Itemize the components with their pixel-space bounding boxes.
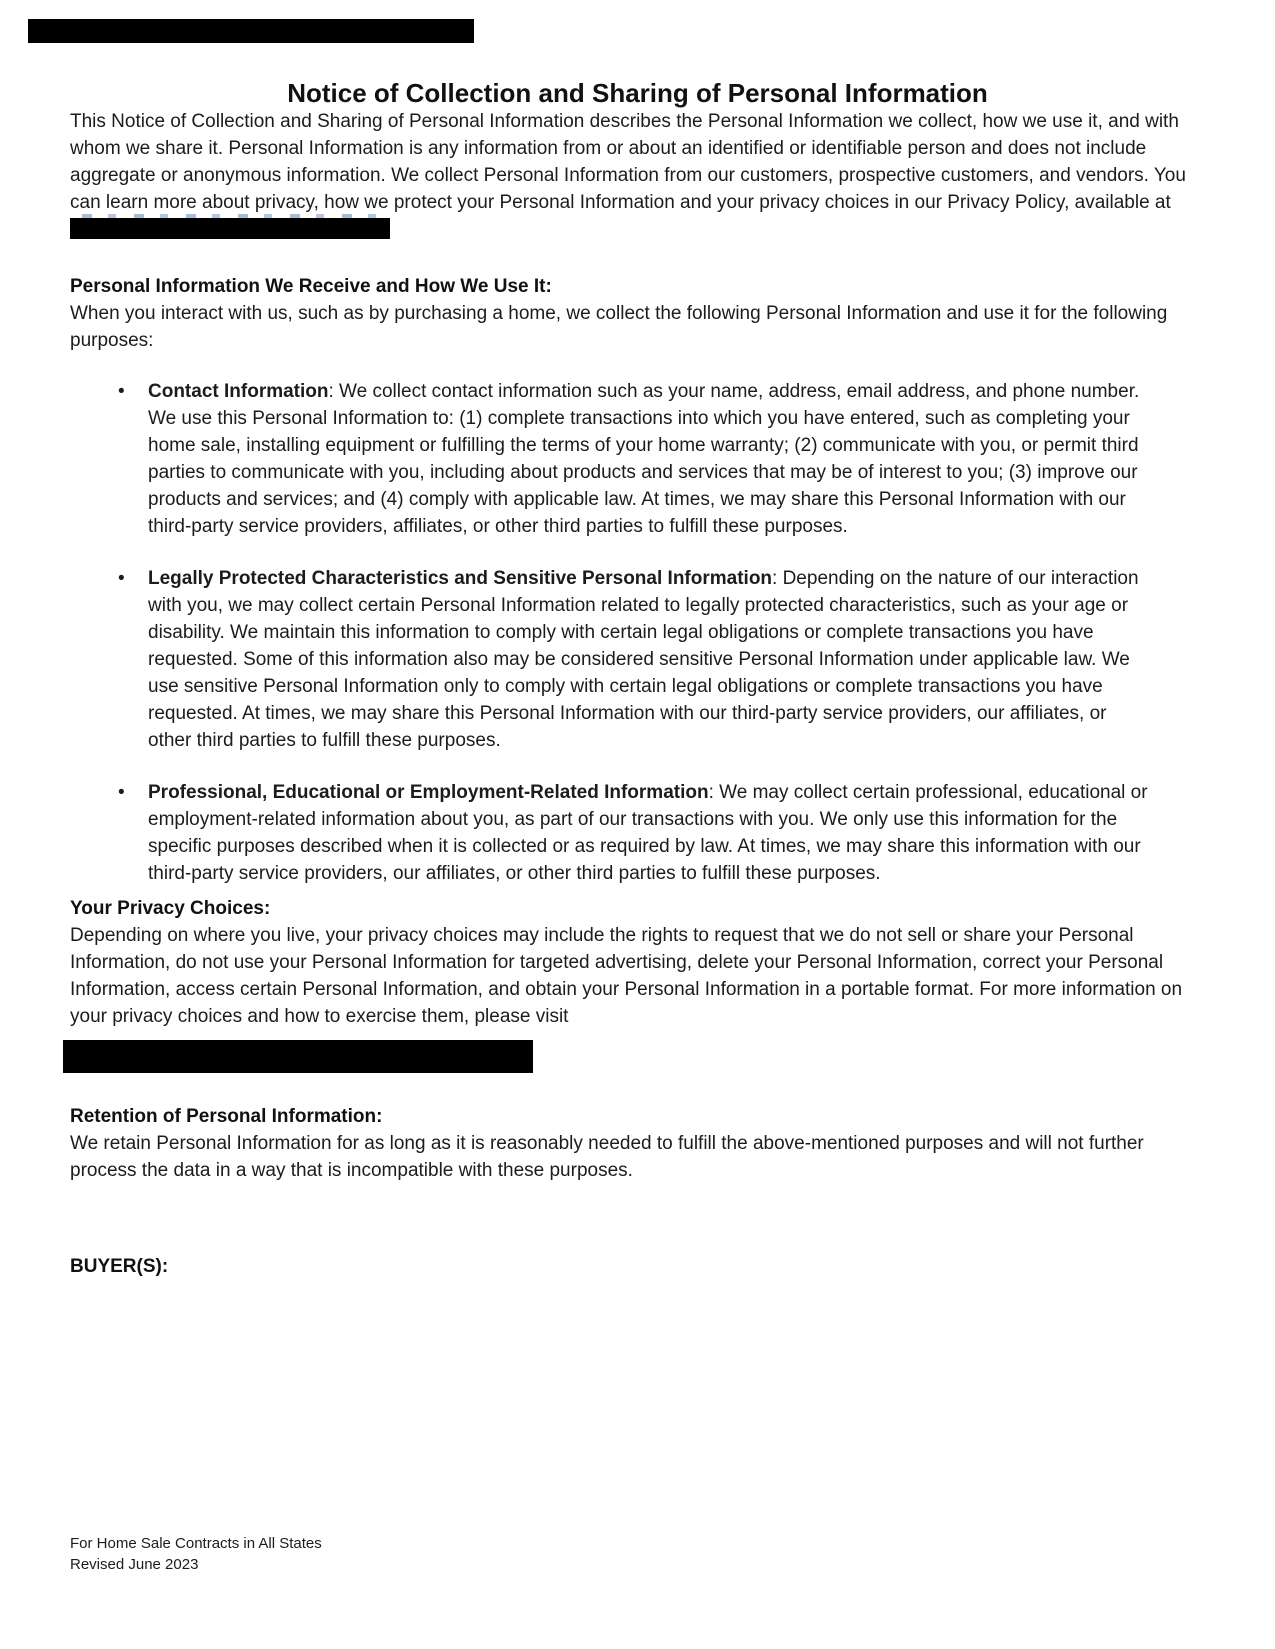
personal-info-bullet-list [70, 378, 1205, 887]
redaction-bar-privacy-choices-url [63, 1040, 533, 1073]
buyers-label: BUYER(S): [70, 1256, 169, 1277]
bullet-professional-info-label: Professional, Educational or Employment-Related Information [148, 782, 709, 803]
retention-paragraph: We retain Personal Information for as long as it is reasonably needed to fulfill the above-mentioned purposes and will not further process the data in a way that is incompatible with these purposes. [70, 1133, 1144, 1181]
redaction-bar-privacy-policy-url [70, 218, 390, 239]
footer-line-revised: Revised June 2023 [70, 1556, 199, 1573]
bullet-legally-protected-label: Legally Protected Characteristics and Sensitive Personal Information [148, 568, 773, 589]
bullet-legally-protected-text: : Depending on the nature of our interaction with you, we may collect certain Personal Information related to legally protected characteristics, such as your age or disability. We maintain this information to comply with certain legal obligations or complete transactions you have requested. Some of this information also may be considered sensitive Personal Information under applicable law. We use sensitive Personal Information only to comply with certain legal obligations or complete transactions you have requested. At times, we may share this Personal Information with our third-party service providers, our affiliates, or other third parties to fulfill these purposes. [148, 568, 1139, 751]
heading-personal-info-we-receive: Personal Information We Receive and How We Use It: [70, 276, 552, 297]
privacy-choices-paragraph: Depending on where you live, your privacy choices may include the rights to request that we do not sell or share your Personal Information, do not use your Personal Information for targeted advertising, delete your Personal Information, correct your Personal Information, access certain Personal Information, and obtain your Personal Information in a portable format. For more information on your privacy choices and how to exercise them, please visit [70, 925, 1183, 1027]
intro-text: This Notice of Collection and Sharing of Personal Information describes the Personal Information we collect, how we use it, and with whom we share it. Personal Information is any information from or about an identified or identifiable person and does not include aggregate or anonymous information. We collect Personal Information from our customers, prospective customers, and vendors. You can learn more about privacy, how we protect your Personal Information and your privacy choices in our Privacy Policy, available at [70, 111, 1186, 213]
bullet-contact-information-text: : We collect contact information such as your name, address, email address, and phone number. We use this Personal Information to: (1) complete transactions into which you have entered, such as completing your home sale, installing equipment or fulfilling the terms of your home warranty; (2) communicate with you, or permit third parties to communicate with you, including about products and services that may be of interest to you; (3) improve our products and services; and (4) comply with applicable law. At times, we may share this Personal Information with our third-party service providers, affiliates, or other third parties to fulfill these purposes. [148, 381, 1140, 537]
bullet-professional-info [118, 779, 1148, 887]
footer-line-contracts: For Home Sale Contracts in All States [70, 1535, 322, 1552]
bullet-legally-protected [118, 565, 1148, 754]
heading-your-privacy-choices: Your Privacy Choices: [70, 898, 271, 919]
page-title: Notice of Collection and Sharing of Personal Information [287, 78, 988, 108]
redacted-link-remnant [82, 214, 382, 218]
receive-lead-paragraph: When you interact with us, such as by purchasing a home, we collect the following Personal Information and use it for the following purposes: [70, 303, 1168, 351]
heading-retention: Retention of Personal Information: [70, 1106, 383, 1127]
intro-paragraph [70, 108, 1205, 243]
bullet-contact-information [118, 378, 1148, 540]
document-footer [70, 1533, 322, 1575]
redaction-bar-header [28, 19, 474, 43]
bullet-contact-information-label: Contact Information [148, 381, 329, 402]
bullet-professional-info-text: : We may collect certain professional, educational or employment-related information about you, as part of our transactions with you. We only use this information for the specific purposes described when it is collected or as required by law. At times, we may share this information with our third-party service providers, our affiliates, or other third parties to fulfill these purposes. [148, 782, 1148, 884]
